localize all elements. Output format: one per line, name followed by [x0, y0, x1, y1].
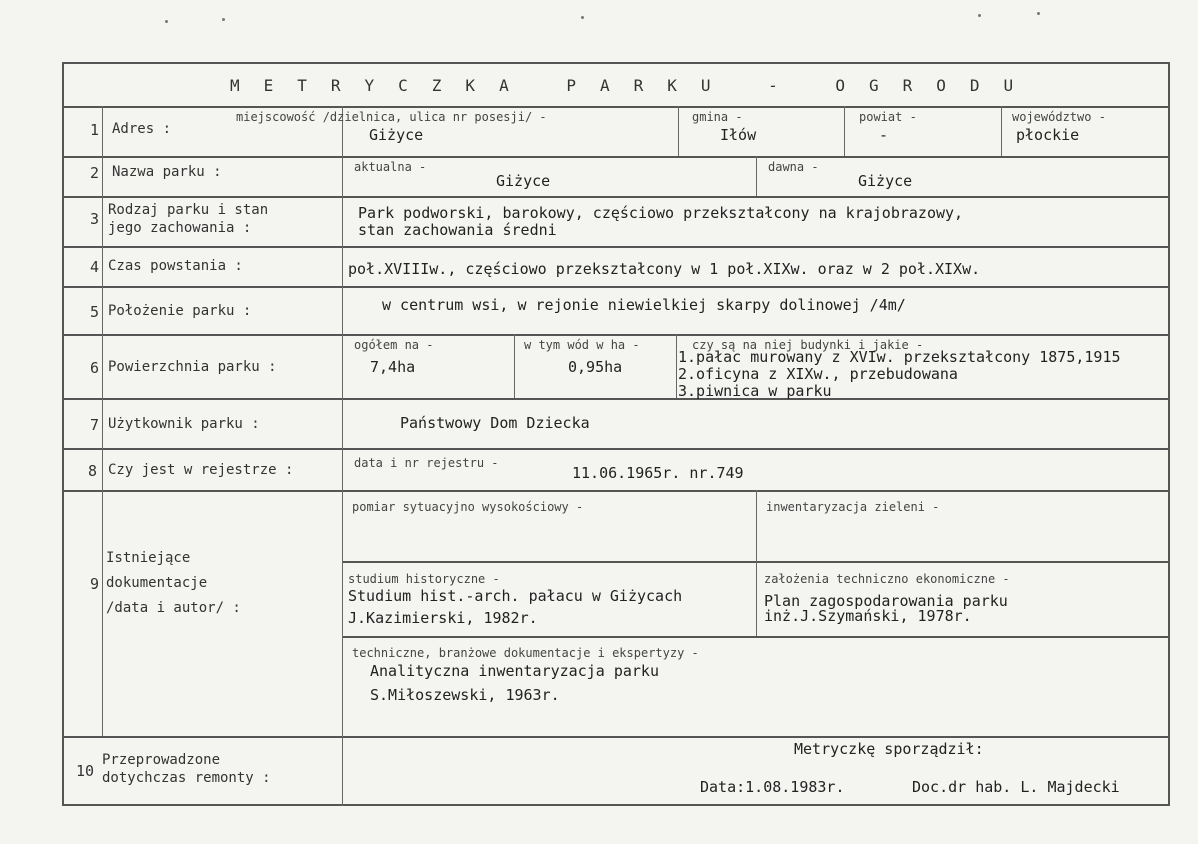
register-caption: data i nr rejestru - — [354, 456, 499, 470]
user-value: Państwowy Dom Dziecka — [400, 414, 590, 432]
address-label: Adres : — [112, 121, 172, 137]
form-title: METRYCZKA PARKU - OGRODU — [230, 76, 1038, 95]
locality-caption: miejscowość /dzielnica, ulica nr posesji/ - — [236, 110, 547, 124]
origin-value: poł.XVIIIw., częściowo przekształcony w 1 poł.XIXw. oraz w 2 poł.XIXw. — [348, 260, 981, 278]
paper-dot — [581, 16, 584, 19]
voivodeship-caption: województwo - — [1012, 110, 1106, 124]
buildings-caption: czy są na niej budynki i jakie - — [692, 338, 924, 352]
compiled-author: Doc.dr hab. L. Majdecki — [912, 778, 1120, 796]
former-name-value: Giżyce — [858, 172, 913, 190]
docs-label-line2: dokumentacje — [106, 575, 208, 591]
row-number: 2 — [90, 164, 100, 182]
row-number: 8 — [88, 462, 98, 480]
docs-label-line3: /data i autor/ : — [106, 600, 241, 616]
row-number: 1 — [90, 121, 100, 139]
technical-line2: S.Miłoszewski, 1963r. — [370, 686, 560, 704]
greenery-caption: inwentaryzacja zieleni - — [766, 500, 940, 514]
repairs-label-line2: dotychczas remonty : — [102, 770, 271, 786]
row-number: 5 — [90, 303, 100, 321]
technical-caption: techniczne, branżowe dokumentacje i ekspertyzy - — [352, 646, 699, 660]
row-number: 7 — [90, 416, 100, 434]
location-label: Położenie parku : — [108, 303, 252, 319]
voivodeship-value: płockie — [1016, 126, 1080, 144]
paper-dot — [978, 14, 981, 17]
paper-dot — [165, 20, 168, 23]
building-item: 2.oficyna z XIXw., przebudowana — [678, 365, 958, 383]
location-value: w centrum wsi, w rejonie niewielkiej skarpy dolinowej /4m/ — [382, 296, 906, 314]
technical-line1: Analityczna inwentaryzacja parku — [370, 662, 659, 680]
history-caption: studium historyczne - — [348, 572, 500, 586]
commune-caption: gmina - — [692, 110, 743, 124]
district-caption: powiat - — [859, 110, 917, 124]
total-area-caption: ogółem na - — [354, 338, 434, 352]
total-area-value: 7,4ha — [370, 358, 416, 376]
building-item: 3.piwnica w parku — [678, 382, 832, 400]
row-number: 4 — [90, 258, 100, 276]
compilation-date: Data:1.08.1983r. — [700, 778, 845, 796]
park-name-label: Nazwa parku : — [112, 164, 222, 180]
building-item: 1.pałac murowany z XVIw. przekształcony 1875,1915 — [678, 348, 1121, 366]
compiled-by: Metryczkę sporządził: — [794, 740, 984, 758]
row-number: 6 — [90, 359, 100, 377]
survey-caption: pomiar sytuacyjno wysokościowy - — [352, 500, 584, 514]
type-label-line1: Rodzaj parku i stan — [108, 202, 269, 218]
repairs-label-line1: Przeprowadzone — [102, 752, 221, 768]
row-number: 3 — [90, 210, 100, 228]
tech-econ-line2: inż.J.Szymański, 1978r. — [764, 607, 972, 625]
user-label: Użytkownik parku : — [108, 416, 260, 432]
current-name-caption: aktualna - — [354, 160, 427, 174]
commune-value: Iłów — [720, 126, 757, 144]
history-line1: Studium hist.-arch. pałacu w Giżycach — [348, 587, 683, 605]
tech-econ-line1: Plan zagospodarowania parku — [764, 592, 1008, 610]
row-number: 10 — [76, 762, 95, 780]
docs-label-line1: Istniejące — [106, 550, 191, 566]
tech-econ-caption: założenia techniczno ekonomiczne - — [764, 572, 1010, 586]
row-number: 9 — [90, 575, 100, 593]
park-record-form — [62, 62, 1170, 806]
former-name-caption: dawna - — [768, 160, 819, 174]
water-area-caption: w tym wód w ha - — [524, 338, 640, 352]
register-value: 11.06.1965r. nr.749 — [572, 464, 744, 482]
type-value-line1: Park podworski, barokowy, częściowo przekształcony na krajobrazowy, — [358, 204, 964, 222]
paper-dot — [1037, 12, 1040, 15]
origin-label: Czas powstania : — [108, 258, 243, 274]
type-value-line2: stan zachowania średni — [358, 221, 557, 239]
register-label: Czy jest w rejestrze : — [108, 462, 294, 478]
area-label: Powierzchnia parku : — [108, 359, 277, 375]
locality-value: Giżyce — [369, 126, 424, 144]
district-value: - — [879, 126, 889, 144]
history-line2: J.Kazimierski, 1982r. — [348, 609, 538, 627]
type-label-line2: jego zachowania : — [108, 220, 252, 236]
water-area-value: 0,95ha — [568, 358, 623, 376]
current-name-value: Giżyce — [496, 172, 551, 190]
paper-dot — [222, 18, 225, 21]
